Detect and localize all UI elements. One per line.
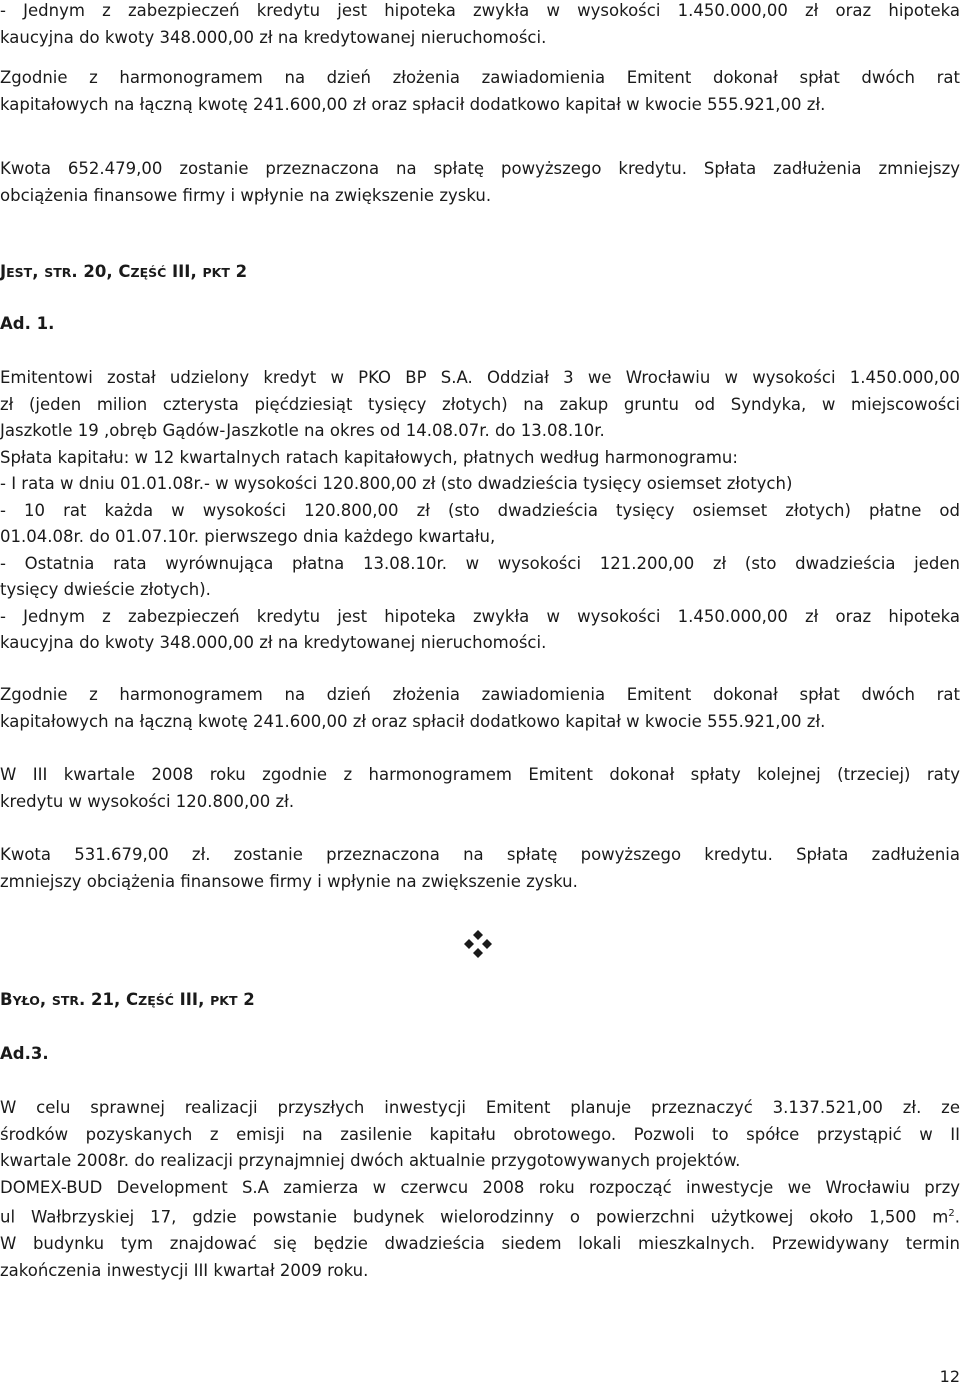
superscript: 2 [948, 1208, 955, 1219]
ad-label-1: Ad. 1. [0, 314, 55, 333]
paragraph-collateral-top [0, 0, 960, 51]
paragraph-schedule-1 [0, 65, 960, 118]
text-line: kapitałowych na łączną kwotę 241.600,00 zł oraz spłacił dodatkowo kapitał w kwocie 555.921,00 zł. [0, 711, 826, 731]
heading-text: , [39, 990, 52, 1009]
text-segment: . [954, 1207, 960, 1227]
paragraph-amount-2 [0, 842, 960, 895]
section-heading-jest [0, 259, 247, 286]
text-line: - Jednym z zabezpieczeń kredytu jest hipoteka zwykła w wysokości 1.450.000,00 zł oraz hipoteka [0, 1, 960, 20]
heading-text: ZĘŚĆ [130, 265, 167, 280]
text-line: zakończenia inwestycji III kwartał 2009 roku. [0, 1260, 369, 1280]
text-line: Kwota 652.479,00 zostanie przeznaczona na spłatę powyższego kredytu. Spłata zadłużenia zmniejszy [0, 159, 960, 178]
heading-text: III, [173, 990, 211, 1009]
heading-text: B [0, 990, 13, 1009]
heading-text: 2 [229, 262, 248, 281]
text-line: Zgodnie z harmonogramem na dzień złożenia zawiadomienia Emitent dokonał spłat dwóch rat [0, 685, 960, 704]
heading-text: EST [6, 265, 33, 280]
paragraph-investments [0, 1095, 960, 1284]
heading-text: PKT [202, 265, 230, 280]
text-line: kapitałowych na łączną kwotę 241.600,00 zł oraz spłacił dodatkowo kapitał w kwocie 555.921,00 zł. [0, 94, 826, 114]
text-line: - 10 rat każda w wysokości 120.800,00 zł (sto dwadzieścia tysięcy osiemset złotych) płatne od [0, 500, 960, 520]
text-line: Jaszkotle 19 ,obręb Gądów-Jaszkotle na okres od 14.08.07r. do 13.08.10r. [0, 421, 605, 440]
heading-text: PKT [210, 993, 238, 1008]
text-line: środków pozyskanych z emisji na zasilenie kapitału obrotowego. Pozwoli to spółce przystąpić w II [0, 1124, 960, 1144]
heading-text: . 20, C [71, 262, 131, 281]
paragraph-loan-details [0, 365, 960, 657]
heading-text: J [0, 262, 7, 281]
heading-text: III, [166, 262, 203, 281]
section-heading-bylo [0, 987, 255, 1014]
heading-text: STR [51, 993, 80, 1008]
heading-text: , [32, 262, 45, 281]
text-line: Emitentowi został udzielony kredyt w PKO BP S.A. Oddział 3 we Wrocławiu w wysokości 1.450.000,00 [0, 368, 960, 387]
text-line: - I rata w dniu 01.01.08r.- w wysokości 120.800,00 zł (sto dwadzieścia tysięcy osiemset złotych) [0, 474, 793, 493]
paragraph-q3-payment [0, 762, 960, 815]
text-line: tysięcy dwieście złotych). [0, 580, 211, 599]
ad-label-3: Ad.3. [0, 1044, 49, 1063]
text-line: Spłata kapitału: w 12 kwartalnych ratach kapitałowych, płatnych według harmonogramu: [0, 447, 738, 467]
text-line: Kwota 531.679,00 zł. zostanie przeznaczona na spłatę powyższego kredytu. Spłata zadłużenia [0, 845, 960, 864]
text-line: zmniejszy obciążenia finansowe firmy i wpłynie na zwiększenie zysku. [0, 871, 578, 891]
paragraph-schedule-2 [0, 682, 960, 735]
paragraph-amount-1 [0, 156, 960, 209]
text-line: kredytu w wysokości 120.800,00 zł. [0, 791, 295, 811]
text-line: obciążenia finansowe firmy i wpłynie na zwiększenie zysku. [0, 185, 492, 205]
text-segment: ul Wałbrzyskiej 17, gdzie powstanie budynek wielorodzinny o powierzchni użytkowej około 1,500 m [0, 1207, 949, 1227]
heading-text: STR [44, 265, 72, 280]
heading-text: 2 [237, 990, 255, 1009]
heading-text: . 21, C [79, 990, 139, 1009]
page-number: 12 [939, 1367, 960, 1386]
text-line: - Ostatnia rata wyrównująca płatna 13.08.10r. w wysokości 121.200,00 zł (sto dwadzieścia jeden [0, 553, 960, 573]
text-line: W budynku tym znajdować się będzie dwadzieścia siedem lokali mieszkalnych. Przewidywany termin [0, 1234, 960, 1253]
text-line: kaucyjna do kwoty 348.000,00 zł na kredytowanej nieruchomości. [0, 27, 547, 47]
text-line: zł (jeden milion czterysta pięćdziesiąt tysięcy złotych) na zakup gruntu od Syndyka, w miejscowości [0, 394, 960, 414]
text-line: W celu sprawnej realizacji przyszłych inwestycji Emitent planuje przeznaczyć 3.137.521,00 zł. ze [0, 1098, 960, 1117]
heading-text: YŁO [12, 993, 40, 1008]
text-line: Zgodnie z harmonogramem na dzień złożenia zawiadomienia Emitent dokonał spłat dwóch rat [0, 68, 960, 87]
text-line [0, 1201, 960, 1231]
text-line: kwartale 2008r. do realizacji przynajmniej dwóch aktualnie przygotowywanych projektów. [0, 1151, 741, 1170]
four-diamond-ornament-icon [462, 928, 494, 960]
text-line: DOMEX-BUD Development S.A zamierza w czerwcu 2008 roku rozpocząć inwestycje we Wrocławiu przy [0, 1177, 960, 1197]
text-line: W III kwartale 2008 roku zgodnie z harmonogramem Emitent dokonał spłaty kolejnej (trzeciej) raty [0, 765, 960, 784]
text-line: - Jednym z zabezpieczeń kredytu jest hipoteka zwykła w wysokości 1.450.000,00 zł oraz hipoteka [0, 606, 960, 626]
heading-text: ZĘŚĆ [138, 993, 174, 1008]
text-line: 01.04.08r. do 01.07.10r. pierwszego dnia każdego kwartału, [0, 527, 496, 546]
text-line: kaucyjna do kwoty 348.000,00 zł na kredytowanej nieruchomości. [0, 633, 547, 652]
